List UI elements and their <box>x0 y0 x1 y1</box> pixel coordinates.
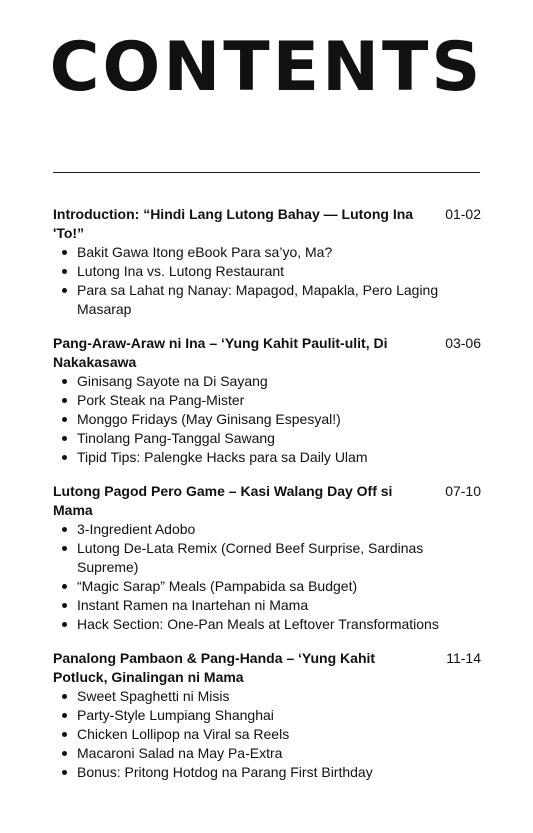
toc-item <box>53 281 481 319</box>
bullet-icon <box>62 527 67 532</box>
toc-item-text: Ginisang Sayote na Di Sayang <box>77 373 268 389</box>
bullet-icon <box>62 603 67 608</box>
bullet-icon <box>62 288 67 293</box>
toc-item <box>53 448 481 467</box>
bullet-icon <box>62 546 67 551</box>
toc-item-text: Tipid Tips: Palengke Hacks para sa Daily Ulam <box>77 449 368 465</box>
toc-section-header <box>53 205 481 243</box>
toc-item <box>53 243 481 262</box>
toc-item-text: Sweet Spaghetti ni Misis <box>77 688 230 704</box>
toc-item <box>53 725 481 744</box>
toc-page-range: 01-02 <box>445 206 481 222</box>
toc-section-title: Panalong Pambaon & Pang-Handa – ‘Yung Kahit Potluck, Ginalingan ni Mama <box>53 650 376 685</box>
bullet-icon <box>62 269 67 274</box>
bullet-icon <box>62 694 67 699</box>
toc-item-text: Monggo Fridays (May Ginisang Espesyal!) <box>77 411 341 427</box>
bullet-icon <box>62 713 67 718</box>
toc-item <box>53 687 481 706</box>
toc-page-range: 11-14 <box>446 650 481 666</box>
toc-section-header <box>53 334 481 372</box>
toc-item <box>53 429 481 448</box>
toc-item <box>53 596 481 615</box>
bullet-icon <box>62 622 67 627</box>
bullet-icon <box>62 398 67 403</box>
toc-list <box>53 205 481 797</box>
toc-item <box>53 262 481 281</box>
toc-item <box>53 539 481 577</box>
toc-item <box>53 706 481 725</box>
toc-item-text: Chicken Lollipop na Viral sa Reels <box>77 726 290 742</box>
bullet-icon <box>62 250 67 255</box>
toc-item <box>53 763 481 782</box>
toc-item-text: Hack Section: One-Pan Meals at Leftover Transformations <box>77 616 439 632</box>
toc-item-text: “Magic Sarap” Meals (Pampabida sa Budget) <box>77 578 358 594</box>
toc-page-range: 07-10 <box>445 483 481 499</box>
toc-item-text: Party-Style Lumpiang Shanghai <box>77 707 274 723</box>
toc-section-title: Lutong Pagod Pero Game – Kasi Walang Day Off si Mama <box>53 483 393 518</box>
toc-item-text: Macaroni Salad na May Pa-Extra <box>77 745 283 761</box>
toc-item <box>53 744 481 763</box>
toc-item <box>53 410 481 429</box>
bullet-icon <box>62 455 67 460</box>
toc-item-list <box>53 243 481 319</box>
toc-item-text: Para sa Lahat ng Nanay: Mapagod, Mapakla, Pero Laging Masarap <box>77 282 439 317</box>
page-title: CONTENTS <box>49 28 484 107</box>
bullet-icon <box>62 732 67 737</box>
bullet-icon <box>62 584 67 589</box>
bullet-icon <box>62 436 67 441</box>
toc-item-text: Bakit Gawa Itong eBook Para sa’yo, Ma? <box>77 244 333 260</box>
toc-section-header <box>53 649 481 687</box>
toc-item <box>53 372 481 391</box>
toc-item-text: Lutong Ina vs. Lutong Restaurant <box>77 263 285 279</box>
title-divider <box>53 172 480 173</box>
toc-item-text: Tinolang Pang-Tanggal Sawang <box>77 430 275 446</box>
toc-item-text: 3-Ingredient Adobo <box>77 521 196 537</box>
toc-item-list <box>53 520 481 634</box>
toc-item-text: Pork Steak na Pang-Mister <box>77 392 245 408</box>
toc-item-text: Bonus: Pritong Hotdog na Parang First Birthday <box>77 764 373 780</box>
toc-page-range: 03-06 <box>445 335 481 351</box>
toc-section-lutong-pagod <box>53 482 481 634</box>
toc-item <box>53 577 481 596</box>
bullet-icon <box>62 379 67 384</box>
toc-section-title: Pang-Araw-Araw ni Ina – ‘Yung Kahit Paulit-ulit, Di Nakakasawa <box>53 335 388 370</box>
toc-section-header <box>53 482 481 520</box>
toc-item-text: Instant Ramen na Inartehan ni Mama <box>77 597 309 613</box>
toc-item-list <box>53 372 481 467</box>
toc-section-introduction <box>53 205 481 319</box>
toc-item-text: Lutong De-Lata Remix (Corned Beef Surprise, Sardinas Supreme) <box>77 540 424 575</box>
toc-section-panalong-pambaon <box>53 649 481 782</box>
toc-item-list <box>53 687 481 782</box>
toc-section-pang-araw-araw <box>53 334 481 467</box>
bullet-icon <box>62 751 67 756</box>
bullet-icon <box>62 770 67 775</box>
toc-item <box>53 615 481 634</box>
toc-item <box>53 520 481 539</box>
toc-item <box>53 391 481 410</box>
bullet-icon <box>62 417 67 422</box>
toc-section-title: Introduction: “Hindi Lang Lutong Bahay — Lutong Ina 'To!” <box>53 206 414 241</box>
